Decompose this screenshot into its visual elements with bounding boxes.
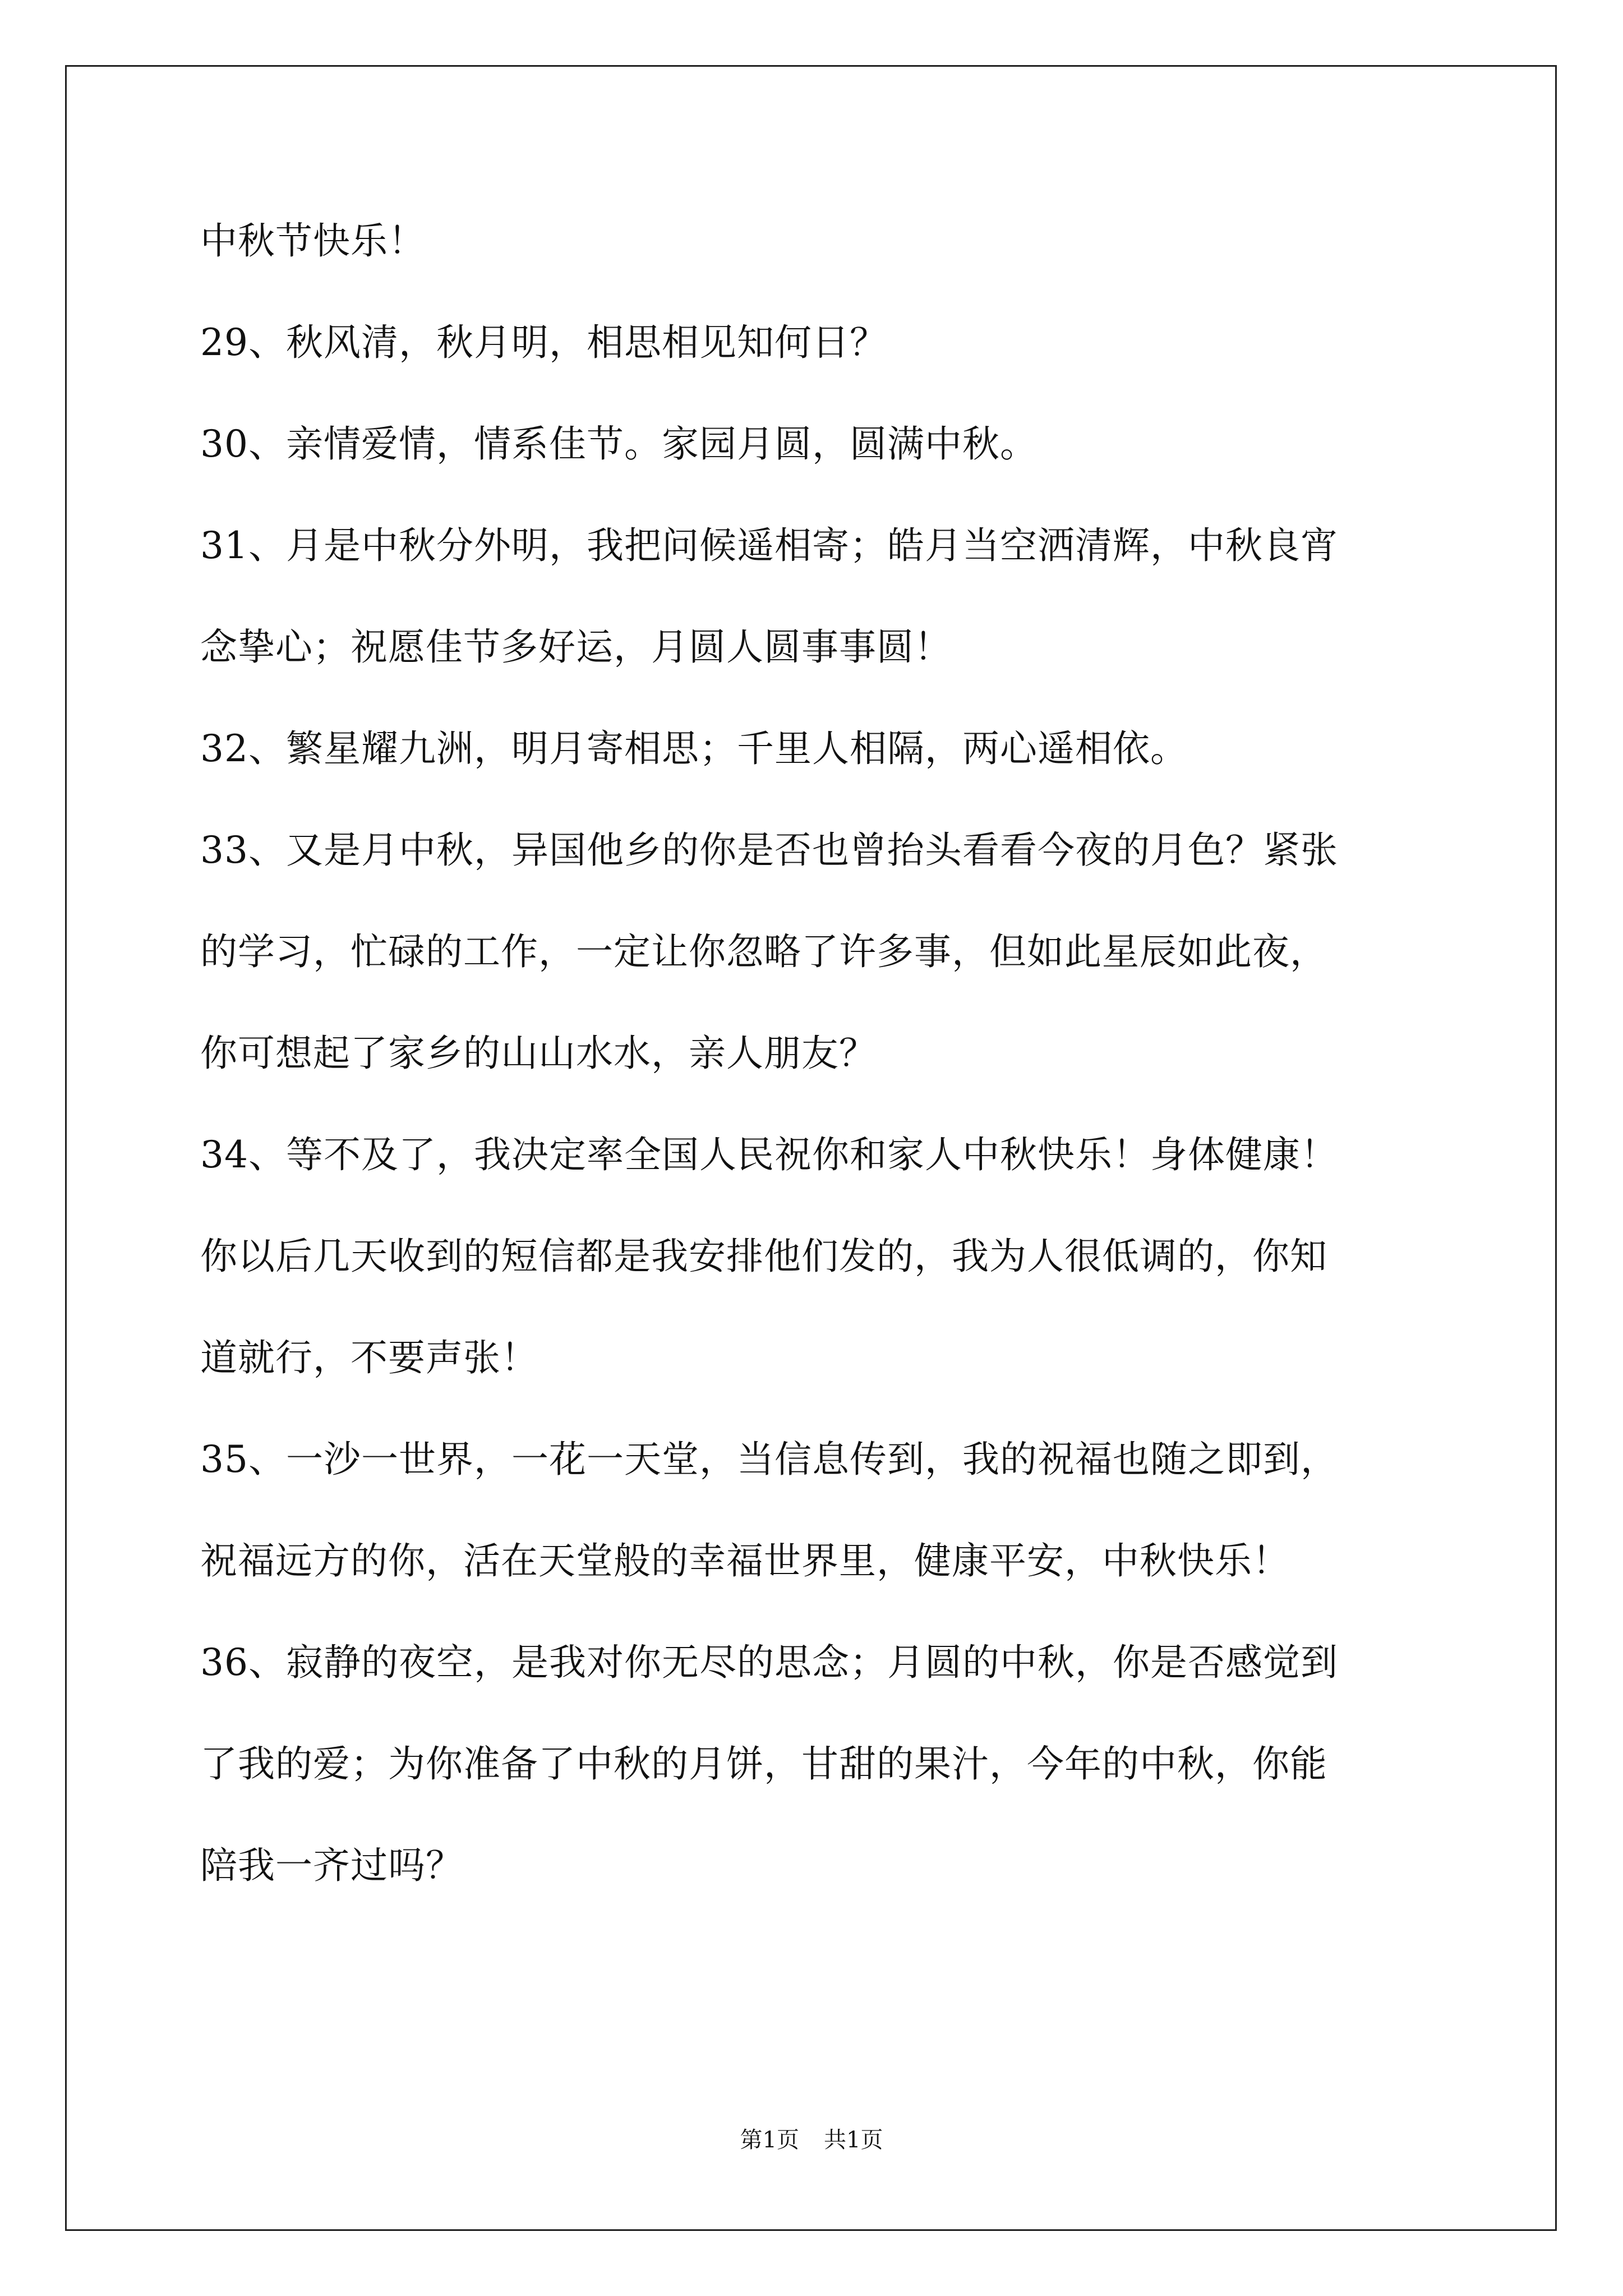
text-line-17: 陪我一齐过吗？ xyxy=(200,1844,463,1887)
text-line-15: 36、寂静的夜空，是我对你无尽的思念；月圆的中秋，你是否感觉到 xyxy=(200,1641,1338,1684)
text-line-2: 29、秋风清，秋月明，相思相见知何日？ xyxy=(200,321,887,364)
text-line-11: 你以后几天收到的短信都是我安排他们发的，我为人很低调的，你知 xyxy=(200,1235,1327,1278)
text-line-8: 的学习，忙碌的工作，一定让你忽略了许多事，但如此星辰如此夜， xyxy=(200,930,1327,973)
page-total: 共1页 xyxy=(824,2127,883,2153)
text-line-3: 30、亲情爱情，情系佳节。家园月圆，圆满中秋。 xyxy=(200,422,1038,466)
text-line-5: 念挚心；祝愿佳节多好运，月圆人圆事事圆！ xyxy=(200,625,952,669)
text-line-10: 34、等不及了，我决定率全国人民祝你和家人中秋快乐！身体健康！ xyxy=(200,1133,1338,1176)
page-footer xyxy=(0,2124,1623,2156)
text-line-4: 31、月是中秋分外明，我把问候遥相寄；皓月当空洒清辉，中秋良宵 xyxy=(200,524,1338,567)
text-line-12: 道就行，不要声张！ xyxy=(200,1336,538,1379)
text-line-9: 你可想起了家乡的山山水水，亲人朋友？ xyxy=(200,1032,877,1075)
text-line-1: 中秋节快乐！ xyxy=(200,219,426,263)
page-number: 第1页 xyxy=(740,2127,799,2153)
text-line-13: 35、一沙一世界，一花一天堂，当信息传到，我的祝福也随之即到， xyxy=(200,1438,1338,1481)
text-line-14: 祝福远方的你，活在天堂般的幸福世界里，健康平安，中秋快乐！ xyxy=(200,1539,1290,1582)
text-line-16: 了我的爱；为你准备了中秋的月饼，甘甜的果汁，今年的中秋，你能 xyxy=(200,1742,1327,1786)
text-line-7: 33、又是月中秋，异国他乡的你是否也曾抬头看看今夜的月色？紧张 xyxy=(200,829,1338,872)
text-line-6: 32、繁星耀九洲，明月寄相思；千里人相隔，两心遥相依。 xyxy=(200,727,1188,770)
